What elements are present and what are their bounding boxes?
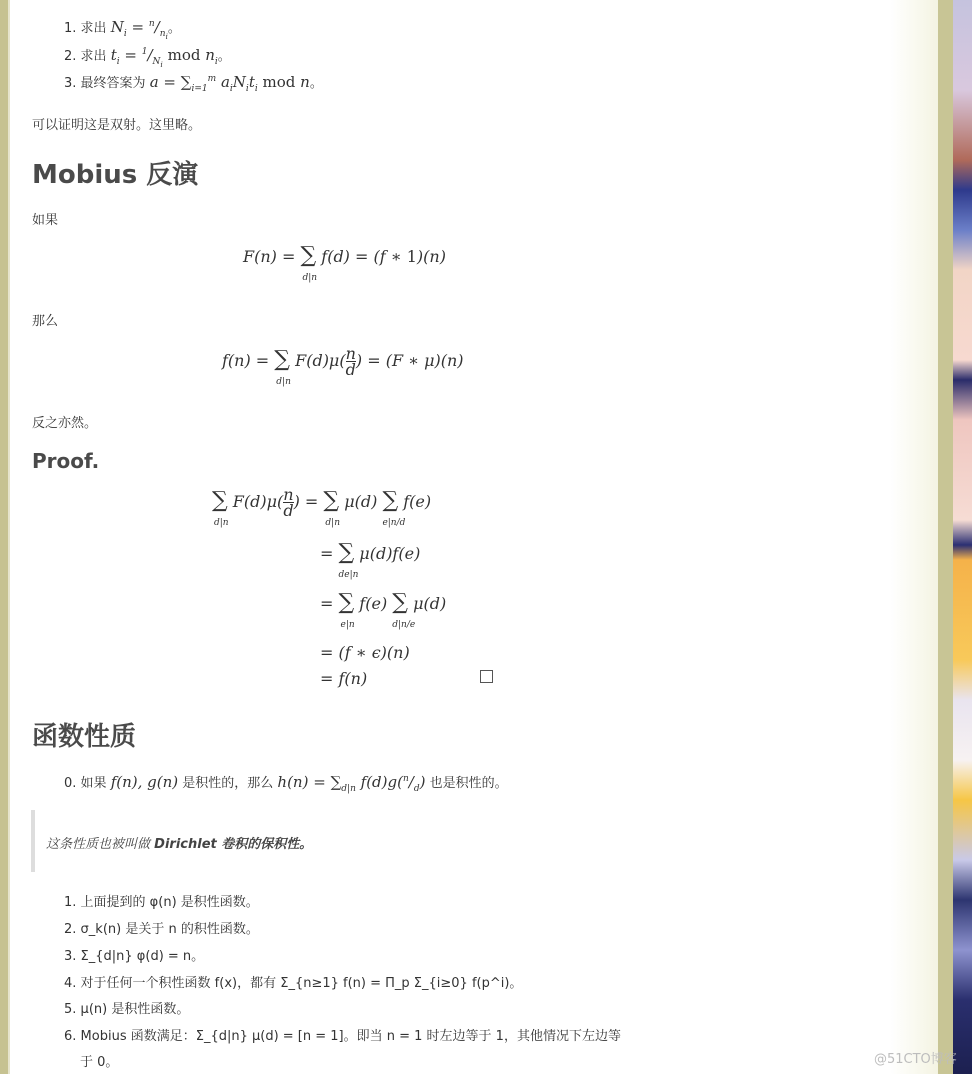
property-item-6: 6. Mobius 函数满足：Σ_{d|n} μ(d) = [n = 1]。即当 n = 1 时左边等于 1，其他情况下左边等 — [64, 1029, 621, 1044]
proof-title: Proof. — [32, 449, 100, 473]
section-title-mobius: Mobius 反演 — [32, 160, 199, 190]
equation-f: f(n) = ∑ d|n F(d)μ( $\frac{n}{d}$ ) = (F ∗ μ)(n) — [222, 344, 464, 387]
math-inline: $N_i = ^n/_{n_i}$ — [110, 18, 168, 41]
section-title-properties: 函数性质 — [32, 722, 137, 752]
property-item-3: 3. Σ_{d|n} φ(d) = n。 — [64, 949, 205, 964]
proof-line-3: = ∑ e|n f(e) ∑ d|n/e μ(d) — [320, 590, 447, 630]
property-item-1: 1. 上面提到的 φ(n) 是积性函数。 — [64, 895, 259, 910]
if-label: 如果 — [32, 213, 59, 228]
qed-box-icon — [480, 670, 493, 683]
crt-step-2: 2. 求出 $t_i = ^1/_{N_i}$ mod $n_i$。 — [64, 46, 231, 69]
proof-line-1: ∑ d|n F(d)μ( $\frac{n}{d}$ ) = ∑ d|n μ(d) ∑ e|n/d f(e) — [212, 485, 432, 528]
proof-line-2: = ∑ de|n μ(d)f(e) — [320, 540, 421, 580]
then-label: 那么 — [32, 314, 59, 329]
property-item-6-continuation: 于 0。 — [80, 1055, 119, 1070]
left-border-strip — [0, 0, 8, 1074]
proof-line-4: = (f ∗ ϵ)(n) — [320, 643, 410, 662]
equation-F: F(n) = ∑ d|n f(d) = (f ∗ 1)(n) — [243, 243, 446, 283]
crt-step-3: 3. 最终答案为 $a = \sum_{i=1}^m$ $a_iN_it_i$ mod n。 — [64, 73, 323, 94]
blockquote-bar — [31, 810, 35, 872]
proof-line-5: = f(n) — [320, 669, 368, 688]
bijection-note: 可以证明这是双射。这里略。 — [32, 118, 202, 133]
property-item-5: 5. μ(n) 是积性函数。 — [64, 1002, 190, 1017]
property-item-2: 2. σ_k(n) 是关于 n 的积性函数。 — [64, 922, 259, 937]
blockquote-text: 这条性质也被叫做 Dirichlet 卷积的保积性。 — [46, 837, 313, 852]
background-illustration — [953, 0, 972, 1074]
watermark: @51CTO博客 — [874, 1052, 957, 1067]
converse-note: 反之亦然。 — [32, 416, 98, 431]
right-border-strip — [938, 0, 953, 1074]
property-item-0: 0. 如果 f(n), g(n) 是积性的，那么 $h(n) = \sum_{d|n}$ $f(d)g(^n/_d)$ 也是积性的。 — [64, 773, 508, 794]
math-inline: $t_i = ^1/_{N_i}$ mod $n_i$ — [110, 46, 218, 69]
property-item-4: 4. 对于任何一个积性函数 f(x)，都有 Σ_{n≥1} f(n) = Π_p Σ_{i≥0} f(p^i)。 — [64, 976, 523, 991]
crt-step-1: 1. 求出 $N_i = ^n/_{n_i}$。 — [64, 18, 181, 41]
math-inline: $a = \sum_{i=1}^m$ $a_iN_it_i$ mod n — [149, 73, 310, 94]
